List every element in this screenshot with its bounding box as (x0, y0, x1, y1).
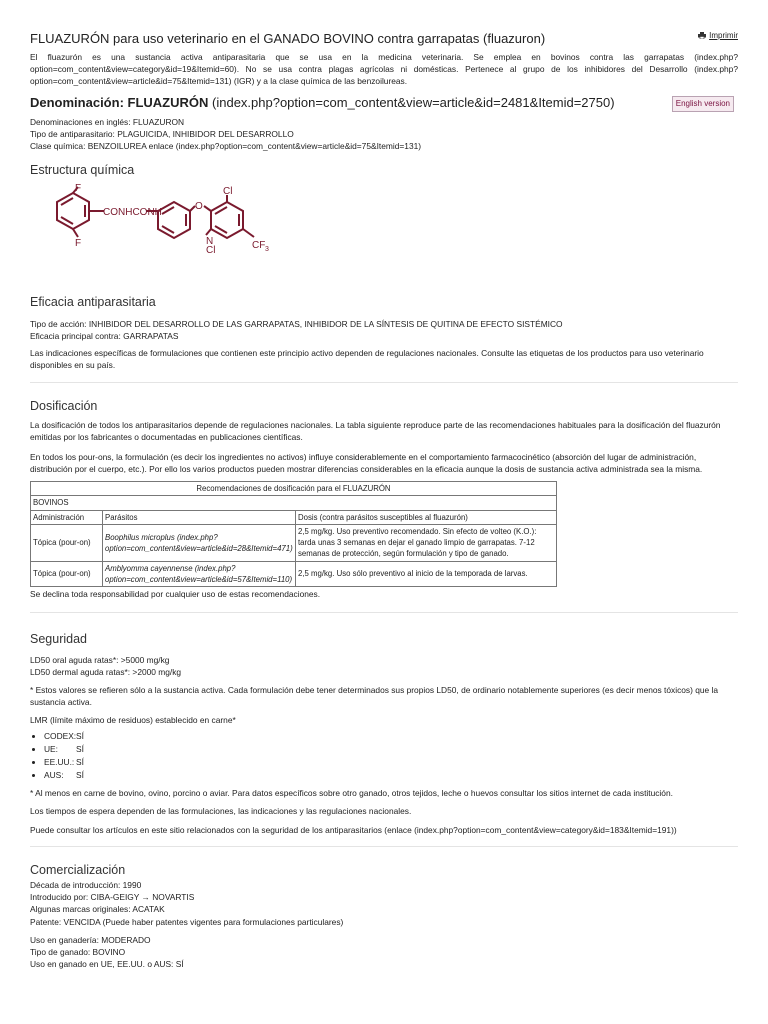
denominacion-label: Denominación: FLUAZURÓN (30, 95, 209, 110)
structure-label-o: O (195, 201, 203, 212)
dosage-cell-dose: 2,5 mg/kg. Uso preventivo recomendado. Sin efecto de volteo (K.O.): tarda unas 3 semanas en dejar el ganado limpio de garrapatas. 7-12 semanas de protección, según formulación y tipo de ganado. (296, 524, 557, 561)
print-link[interactable] (698, 30, 738, 42)
comercializacion-line: Introducido por: CIBA-GEIGY → NOVARTIS (30, 892, 195, 903)
divider (30, 846, 738, 847)
list-item: • CODEX:SÍ (44, 730, 738, 743)
structure-label-cf3: CF (252, 240, 266, 251)
printer-icon (698, 32, 706, 39)
comercializacion-line: Uso en ganado en UE, EE.UU. o AUS: SÍ (30, 959, 184, 970)
denominacion-details (30, 116, 738, 153)
dosage-cell-dose: 2,5 mg/kg. Uso sólo preventivo al inicio de la temporada de larvas. (296, 561, 557, 587)
comercializacion-line: Década de introducción: 1990 (30, 880, 142, 890)
ld50-dermal: LD50 dermal aguda ratas*: >2000 mg/kg (30, 667, 182, 678)
comercializacion-line: Uso en ganadería: MODERADO (30, 935, 151, 945)
page-title: FLUAZURÓN para uso veterinario en el GANADO BOVINO contra garrapatas (fluazuron) (30, 31, 546, 46)
eficacia-line: Tipo de acción: INHIBIDOR DEL DESARROLLO DE LAS GARRAPATAS, INHIBIDOR DE LA SÍNTESIS DE QUITINA DE EFECTO SISTÉMICO (30, 319, 563, 329)
chemical-structure-image (30, 182, 300, 267)
list-item: • EE.UU.: SÍ (44, 756, 738, 769)
dosage-cell-parasite[interactable]: Amblyomma cayennense (index.php?option=com_content&view=article&id=57&Itemid=110) (103, 561, 296, 587)
seguridad-note-4[interactable]: Puede consultar los artículos en este sitio relacionados con la seguridad de los antiparasitarios (enlace (index.php?option=com_content&view=category&id=183&Itemid=191)) (30, 825, 677, 835)
dosage-table (30, 481, 557, 587)
denominacion-line: Tipo de antiparasitario: PLAGUICIDA, INHIBIDOR DEL DESARROLLO (30, 129, 294, 140)
print-label: Imprimir (709, 31, 738, 40)
eficacia-line: Eficacia principal contra: GARRAPATAS (30, 331, 179, 342)
ld50-oral: LD50 oral aguda ratas*: >5000 mg/kg (30, 655, 170, 665)
dosage-table-wrap (30, 481, 738, 601)
eficacia-details (30, 318, 738, 342)
eficacia-note: Las indicaciones específicas de formulaciones que contienen este principio activo dependen de regulaciones nacionales. Consulte las etiquetas de los productos para uso veterinario disponibles en su país. (30, 348, 704, 371)
dosificacion-paragraph-2: En todos los pour-ons, la formulación (es decir los ingredientes no activos) influye considerablemente en el comportamiento farmacocinético (absorción del lugar de administración, distribución por el cuerpo, etc.). Por ello los varios productos pueden mostrar diferencias considerables en la eficacia aunque la dosis de sustancia activa administrada sea la misma. (30, 452, 703, 475)
list-item: • AUS: SÍ (44, 769, 738, 782)
comercializacion-details-1 (30, 879, 738, 928)
comercializacion-line: Tipo de ganado: BOVINO (30, 947, 126, 958)
list-item: • UE: SÍ (44, 743, 738, 756)
dosage-table-group: BOVINOS (31, 496, 557, 510)
estructura-heading: Estructura química (30, 163, 135, 177)
structure-label-f-top: F (75, 183, 82, 194)
intro-paragraph: El fluazurón es una sustancia activa antiparasitaria que se usa en la medicina veterinaria. Se emplea en bovinos contra las garrapatas (index.php?option=com_content&view=category&id=19&Itemid=60). No se usa contra plagas agrícolas ni domésticas. Pertenece al grupo de los inhibidores del Desarrollo (index.php?option=com_content&view=article&id=75&Itemid=131) (IGR) y a la clase química de las benzoilureas. (30, 52, 738, 87)
structure-label-n: N (206, 236, 214, 247)
dosage-disclaimer: Se declina toda responsabilidad por cualquier uso de estas recomendaciones. (30, 589, 321, 600)
table-row (31, 561, 557, 587)
structure-label-f-bottom: F (75, 238, 82, 249)
dosage-table-header: Administración (31, 510, 103, 524)
divider (30, 612, 738, 613)
comercializacion-heading: Comercialización (30, 863, 126, 877)
lmr-list-wrap (30, 727, 738, 782)
lmr-title: LMR (límite máximo de residuos) establecido en carne* (30, 715, 236, 725)
dosage-cell-admin: Tópica (pour-on) (31, 524, 103, 561)
table-row (31, 524, 557, 561)
dosage-cell-admin: Tópica (pour-on) (31, 561, 103, 587)
structure-label-cl-top: Cl (223, 186, 233, 197)
dosage-cell-parasite[interactable]: Boophilus microplus (index.php?option=com_content&view=article&id=28&Itemid=471) (103, 524, 296, 561)
dosage-table-header: Dosis (contra parásitos susceptibles al fluazurón) (296, 510, 557, 524)
denominacion-heading (30, 94, 615, 113)
denominacion-link[interactable]: (index.php?option=com_content&view=article&id=2481&Itemid=2750) (212, 95, 615, 110)
structure-label-cl-bottom: Cl (206, 245, 216, 256)
seguridad-heading: Seguridad (30, 632, 87, 646)
dosage-table-header: Parásitos (103, 510, 296, 524)
dosificacion-heading: Dosificación (30, 399, 98, 413)
structure-label-cf3-sub: 3 (265, 246, 269, 253)
seguridad-ld50 (30, 654, 738, 678)
dosificacion-paragraph-1: La dosificación de todos los antiparasitarios depende de regulaciones nacionales. La tabla siguiente reproduce parte de las recomendaciones habituales para la dosificación del fluazurón emitidas por los fabricantes o documentadas en publicaciones científicas. (30, 420, 721, 443)
divider (30, 382, 738, 383)
english-version-button[interactable]: English version (672, 96, 734, 112)
comercializacion-line: Patente: VENCIDA (Puede haber patentes vigentes para formulaciones particulares) (30, 916, 344, 927)
denominacion-line: Denominaciones en inglés: FLUAZURON (30, 117, 185, 127)
seguridad-note-2: * Al menos en carne de bovino, ovino, porcino o aviar. Para datos específicos sobre otro ganado, otros tejidos, leche o huevos consultar los sitios internet de cada institución. (30, 788, 673, 798)
seguridad-note-3: Los tiempos de espera dependen de las formulaciones, las indicaciones y las regulaciones nacionales. (30, 806, 412, 816)
seguridad-note-1: * Estos valores se refieren sólo a la sustancia activa. Cada formulación debe tener determinados sus propios LD50, de ordinario notablemente superiores (es decir menos tóxicos) que la sustancia activa. (30, 685, 719, 708)
eficacia-heading: Eficacia antiparasitaria (30, 295, 156, 309)
structure-label-amide: CONHCONH (103, 207, 162, 218)
denominacion-line[interactable]: Clase química: BENZOILUREA enlace (index.php?option=com_content&view=article&id=75&Itemid=131) (30, 141, 422, 152)
dosage-table-caption: Recomendaciones de dosificación para el FLUAZURÓN (31, 482, 557, 496)
lmr-list (30, 730, 738, 782)
comercializacion-details-2 (30, 934, 738, 971)
comercializacion-line: Algunas marcas originales: ACATAK (30, 904, 165, 915)
